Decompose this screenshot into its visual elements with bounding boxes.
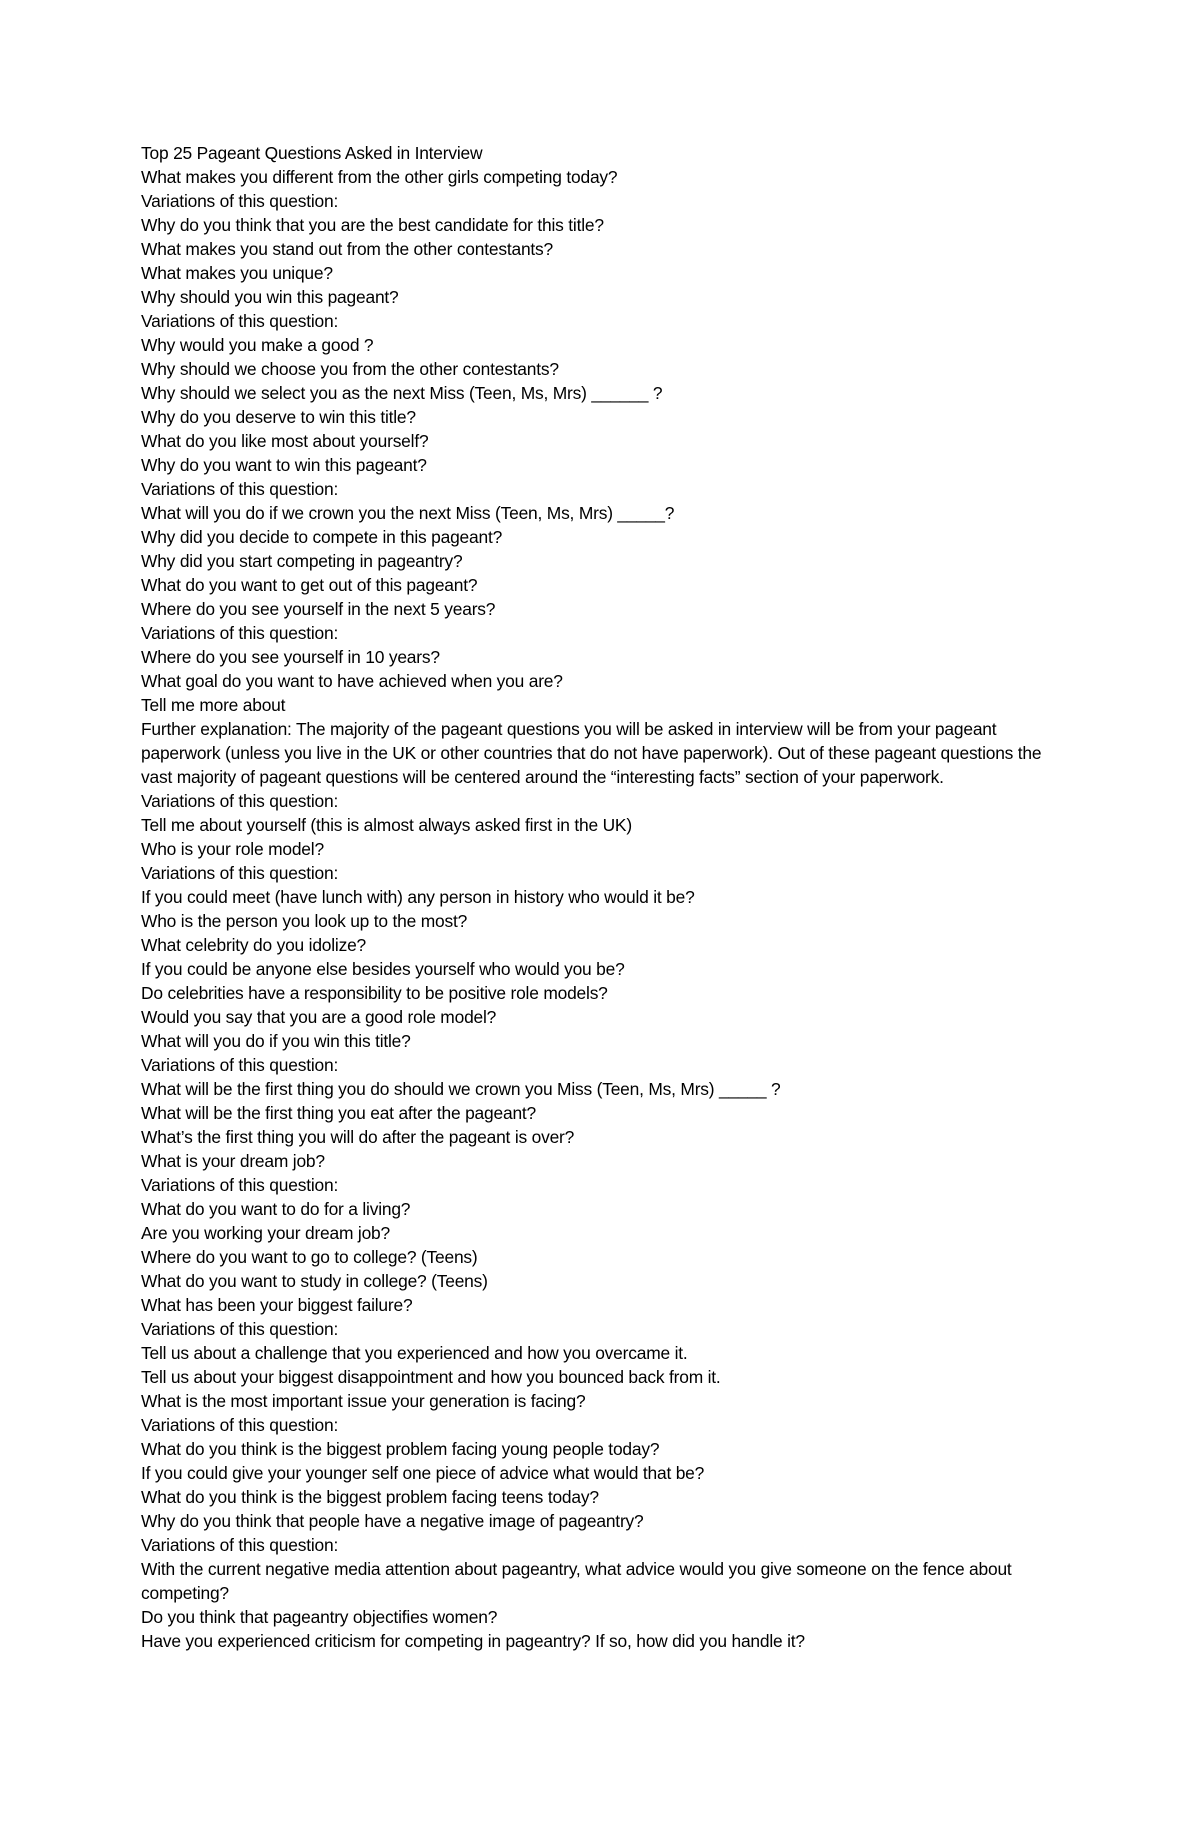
document-line: Variations of this question:	[141, 1415, 339, 1435]
document-line: Variations of this question:	[141, 191, 339, 211]
document-line: Variations of this question:	[141, 1535, 339, 1555]
document-line: Variations of this question:	[141, 1055, 339, 1075]
document-line: What makes you stand out from the other contestants?	[141, 239, 554, 259]
document-line: Who is your role model?	[141, 839, 324, 859]
document-line: Do you think that pageantry objectifies women?	[141, 1607, 498, 1627]
document-line: What is the most important issue your generation is facing?	[141, 1391, 586, 1411]
document-line: What’s the first thing you will do after the pageant is over?	[141, 1127, 575, 1147]
document-line: Where do you see yourself in 10 years?	[141, 647, 440, 667]
document-line: Tell us about a challenge that you experienced and how you overcame it.	[141, 1343, 688, 1363]
document-line: Why do you think that you are the best candidate for this title?	[141, 215, 604, 235]
document-line: What do you think is the biggest problem facing teens today?	[141, 1487, 599, 1507]
document-line: What makes you unique?	[141, 263, 333, 283]
document-line: Where do you want to go to college? (Teens)	[141, 1247, 478, 1267]
document-line: What do you want to do for a living?	[141, 1199, 411, 1219]
document-line: What do you want to get out of this pageant?	[141, 575, 478, 595]
document-line: With the current negative media attention about pageantry, what advice would you give someone on the fence about competing?	[141, 1559, 1012, 1603]
document-line: Variations of this question:	[141, 1175, 339, 1195]
document-line: Why should you win this pageant?	[141, 287, 399, 307]
document-line: What celebrity do you idolize?	[141, 935, 367, 955]
document-line: Variations of this question:	[141, 1319, 339, 1339]
document-line: What will you do if you win this title?	[141, 1031, 411, 1051]
document-line: Why did you decide to compete in this pageant?	[141, 527, 503, 547]
document-line: Why do you deserve to win this title?	[141, 407, 416, 427]
document-line: Variations of this question:	[141, 623, 339, 643]
document-line: Have you experienced criticism for competing in pageantry? If so, how did you handle it?	[141, 1631, 805, 1651]
document-line: Why do you think that people have a negative image of pageantry?	[141, 1511, 644, 1531]
document-body	[141, 141, 1071, 1653]
document-title: Top 25 Pageant Questions Asked in Interview	[141, 143, 483, 163]
document-line: Would you say that you are a good role model?	[141, 1007, 497, 1027]
document-line: Tell me about yourself (this is almost always asked first in the UK)	[141, 815, 632, 835]
document-line: Who is the person you look up to the most?	[141, 911, 468, 931]
document-line: Tell us about your biggest disappointment and how you bounced back from it.	[141, 1367, 721, 1387]
document-line: What has been your biggest failure?	[141, 1295, 413, 1315]
document-line: What will be the first thing you do should we crown you Miss (Teen, Ms, Mrs) _____ ?	[141, 1079, 781, 1099]
document-line: What do you like most about yourself?	[141, 431, 429, 451]
document-line: Variations of this question:	[141, 311, 339, 331]
document-line: What do you think is the biggest problem facing young people today?	[141, 1439, 660, 1459]
document-line: Why should we choose you from the other contestants?	[141, 359, 559, 379]
document-line: Do celebrities have a responsibility to be positive role models?	[141, 983, 608, 1003]
document-line: Further explanation: The majority of the pageant questions you will be asked in interview will be from your pageant paperwork (unless you live in the UK or other countries that do not have paperwork). Out of these pageant questions the vast majority of pageant questions will be centered around the “interesting facts” section of your paperwork.	[141, 719, 1042, 787]
document-line: Variations of this question:	[141, 863, 339, 883]
document-line: What will you do if we crown you the next Miss (Teen, Ms, Mrs) _____?	[141, 503, 675, 523]
document-line: Why did you start competing in pageantry?	[141, 551, 463, 571]
document-line: What is your dream job?	[141, 1151, 325, 1171]
document-line: What will be the first thing you eat after the pageant?	[141, 1103, 537, 1123]
document-line: If you could be anyone else besides yourself who would you be?	[141, 959, 625, 979]
document-line: Why should we select you as the next Miss (Teen, Ms, Mrs) ______ ?	[141, 383, 663, 403]
document-line: Why do you want to win this pageant?	[141, 455, 427, 475]
document-line: If you could give your younger self one piece of advice what would that be?	[141, 1463, 705, 1483]
document-line: Variations of this question:	[141, 791, 339, 811]
document-line: If you could meet (have lunch with) any person in history who would it be?	[141, 887, 695, 907]
document-line: What goal do you want to have achieved when you are?	[141, 671, 563, 691]
document-line: What do you want to study in college? (Teens)	[141, 1271, 488, 1291]
document-line: Variations of this question:	[141, 479, 339, 499]
document-line: Why would you make a good ?	[141, 335, 374, 355]
document-line: Are you working your dream job?	[141, 1223, 390, 1243]
document-line: What makes you different from the other girls competing today?	[141, 167, 618, 187]
document-line: Where do you see yourself in the next 5 years?	[141, 599, 496, 619]
document-line: Tell me more about	[141, 695, 286, 715]
